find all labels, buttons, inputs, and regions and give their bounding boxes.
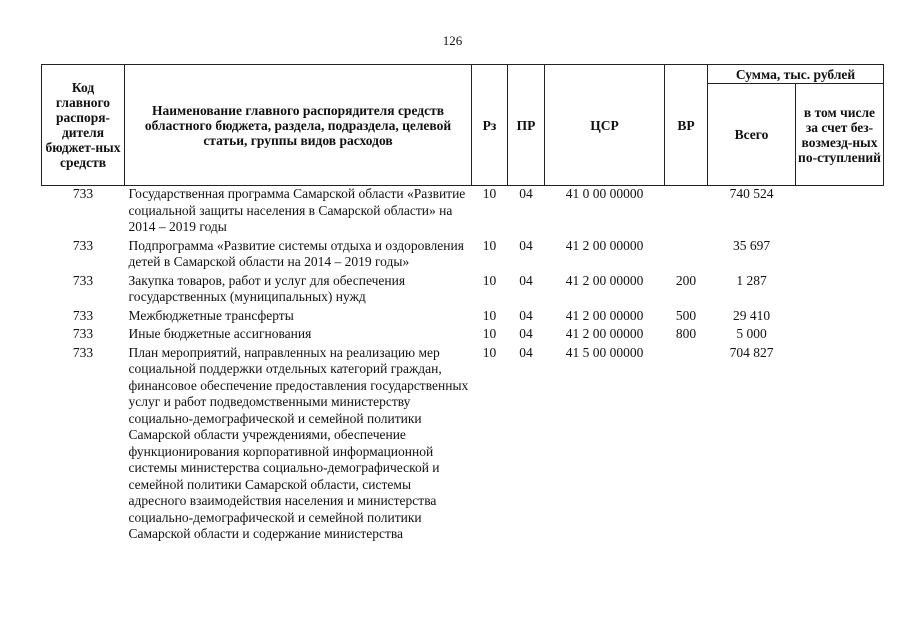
cell-vr: 200 [675, 272, 697, 288]
cell-vr [665, 186, 708, 238]
cell-incl [796, 345, 884, 545]
cell-code: 733 [72, 272, 94, 288]
cell-pr: 04 [519, 344, 533, 360]
cell-total: 704 827 [729, 344, 774, 360]
table-row [42, 186, 884, 238]
cell-incl [796, 308, 884, 327]
cell-csr: 41 2 00 00000 [565, 307, 644, 323]
cell-incl [796, 273, 884, 308]
cell-name: План мероприятий, направленных на реализацию мер социальной поддержки отдельных категорий граждан, финансовое обеспечение предоставления государственных услуг и работ подведомственными министерству социально-демографической и семейной политики Самарской области учреждениями, обеспечение функционирования корпоративной информационной системы министерства социально-демографической и семейной политики Самарской области, системы адресного взаимодействия населения и министерства социально-демографической и семейной политики Самарской области и содержание министерства [128, 344, 469, 541]
cell-csr: 41 5 00 00000 [565, 344, 644, 360]
cell-csr: 41 2 00 00000 [565, 326, 644, 341]
cell-rz: 10 [482, 272, 497, 288]
header-rz: Рз [472, 65, 508, 186]
table-row [42, 326, 884, 345]
budget-table [41, 64, 884, 545]
cell-vr: 800 [675, 326, 697, 341]
cell-name: Подпрограмма «Развитие системы отдыха и оздоровления детей в Самарской области на 2014 – 2019 годы» [128, 237, 464, 269]
cell-pr: 04 [519, 272, 533, 288]
header-name: Наименование главного распорядителя средств областного бюджета, раздела, подраздела, целевой статьи, группы видов расходов [125, 65, 472, 186]
cell-total: 35 697 [732, 237, 771, 253]
cell-rz: 10 [482, 307, 497, 323]
header-sum: Сумма, тыс. рублей [708, 65, 884, 84]
cell-total: 29 410 [732, 307, 771, 323]
cell-csr: 41 2 00 00000 [565, 272, 644, 288]
table-row [42, 238, 884, 273]
cell-code: 733 [72, 186, 94, 201]
cell-pr: 04 [519, 237, 533, 253]
page-number: 126 [442, 33, 463, 48]
cell-name: Иные бюджетные ассигнования [128, 326, 312, 341]
cell-incl [796, 238, 884, 273]
header-pr: ПР [508, 65, 545, 186]
cell-vr: 500 [675, 307, 697, 323]
cell-total: 1 287 [736, 272, 767, 288]
cell-incl [796, 186, 884, 238]
header-total: Всего [708, 84, 796, 186]
cell-name: Государственная программа Самарской области «Развитие социальной защиты населения в Самарской области» на 2014 – 2019 годы [128, 186, 466, 234]
table-body [42, 186, 884, 545]
cell-total: 5 000 [736, 326, 767, 341]
cell-rz: 10 [482, 237, 497, 253]
header-incl: в том числе за счет без-возмезд-ных по-ступлений [796, 84, 884, 186]
cell-csr: 41 0 00 00000 [565, 186, 644, 201]
header-code: Код главного распоря-дителя бюджет-ных средств [42, 65, 125, 186]
header-vr: ВР [665, 65, 708, 186]
cell-vr [665, 238, 708, 273]
cell-rz: 10 [482, 326, 497, 341]
cell-name: Межбюджетные трансферты [128, 307, 294, 323]
table-row [42, 273, 884, 308]
cell-pr: 04 [519, 307, 533, 323]
table-row [42, 345, 884, 545]
cell-rz: 10 [482, 344, 497, 360]
cell-name: Закупка товаров, работ и услуг для обеспечения государственных (муниципальных) нужд [128, 272, 406, 304]
cell-code: 733 [72, 344, 94, 360]
cell-vr [665, 345, 708, 545]
cell-pr: 04 [519, 186, 533, 201]
cell-csr: 41 2 00 00000 [565, 237, 644, 253]
cell-total: 740 524 [729, 186, 774, 201]
cell-pr: 04 [519, 326, 533, 341]
cell-code: 733 [72, 237, 94, 253]
header-csr: ЦСР [545, 65, 665, 186]
cell-incl [796, 326, 884, 345]
cell-rz: 10 [482, 186, 497, 201]
cell-code: 733 [72, 307, 94, 323]
table-row [42, 308, 884, 327]
cell-code: 733 [72, 326, 94, 341]
